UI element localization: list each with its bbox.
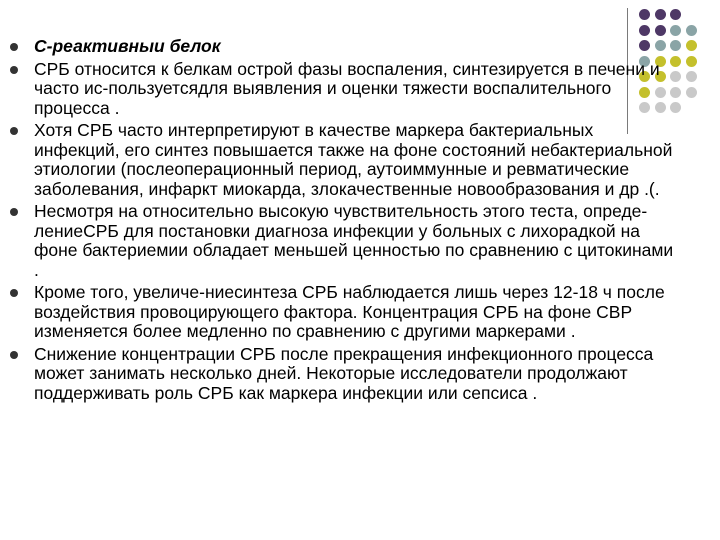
bullet-item — [10, 202, 675, 280]
bullet-heading-text: С-реактивныи белок — [34, 36, 221, 56]
bullet-icon — [10, 351, 18, 359]
bullet-list — [10, 37, 675, 406]
decorative-dot — [670, 9, 681, 20]
bullet-icon — [10, 43, 18, 51]
decorative-dot — [655, 9, 666, 20]
decorative-dot — [686, 71, 697, 82]
bullet-item — [10, 60, 675, 119]
bullet-text: Кроме того, увеличе-ниесинтеза СРБ наблюдается лишь через 12-18 ч после воздействия провоцирующего фактора. Концентрация СРБ на фоне СВР изменяется более медленно по сравнению с другими маркерами . — [34, 282, 665, 341]
bullet-item — [10, 121, 675, 199]
bullet-text: СРБ относится к белкам острой фазы воспаления, синтезируется в печени и часто ис-пользуетсядля выявления и оценки тяжести воспалительного процесса . — [34, 58, 660, 118]
bullet-icon — [10, 66, 18, 74]
bullet-text: Снижение концентрации СРБ после прекращения инфекционного процесса может занимать несколько дней. Некоторые исследователи продолжают поддерживать роль СРБ как маркера инфекции или сепсиса . — [34, 343, 654, 403]
decorative-dot — [670, 25, 681, 36]
bullet-icon — [10, 289, 18, 297]
bullet-icon — [10, 208, 18, 216]
decorative-dot — [686, 87, 697, 98]
bullet-item-heading — [10, 37, 675, 57]
bullet-icon — [10, 127, 18, 135]
bullet-text: Несмотря на относительно высокую чувствительность этого теста, опреде-лениеСРБ для постановки диагноза инфекции у больных с лихорадкой на фоне бактериемии обладает меньшей ценностью по сравнению с цитокинами . — [34, 201, 674, 280]
decorative-dot — [686, 40, 697, 51]
bullet-item — [10, 345, 675, 404]
bullet-text: Хотя СРБ часто интерпретируют в качестве маркера бактериальных инфекций, его синтез повышается также на фоне состояний небактериальной этиологии (послеоперационный период, аутоиммунные и ревматические заболевания, инфаркт миокарда, злокачественные новообразования и др .(. — [34, 120, 673, 199]
decorative-dot — [686, 25, 697, 36]
decorative-dot — [686, 56, 697, 67]
decorative-dot — [639, 9, 650, 20]
decorative-dot — [639, 25, 650, 36]
bullet-item — [10, 283, 675, 342]
decorative-dot — [655, 25, 666, 36]
